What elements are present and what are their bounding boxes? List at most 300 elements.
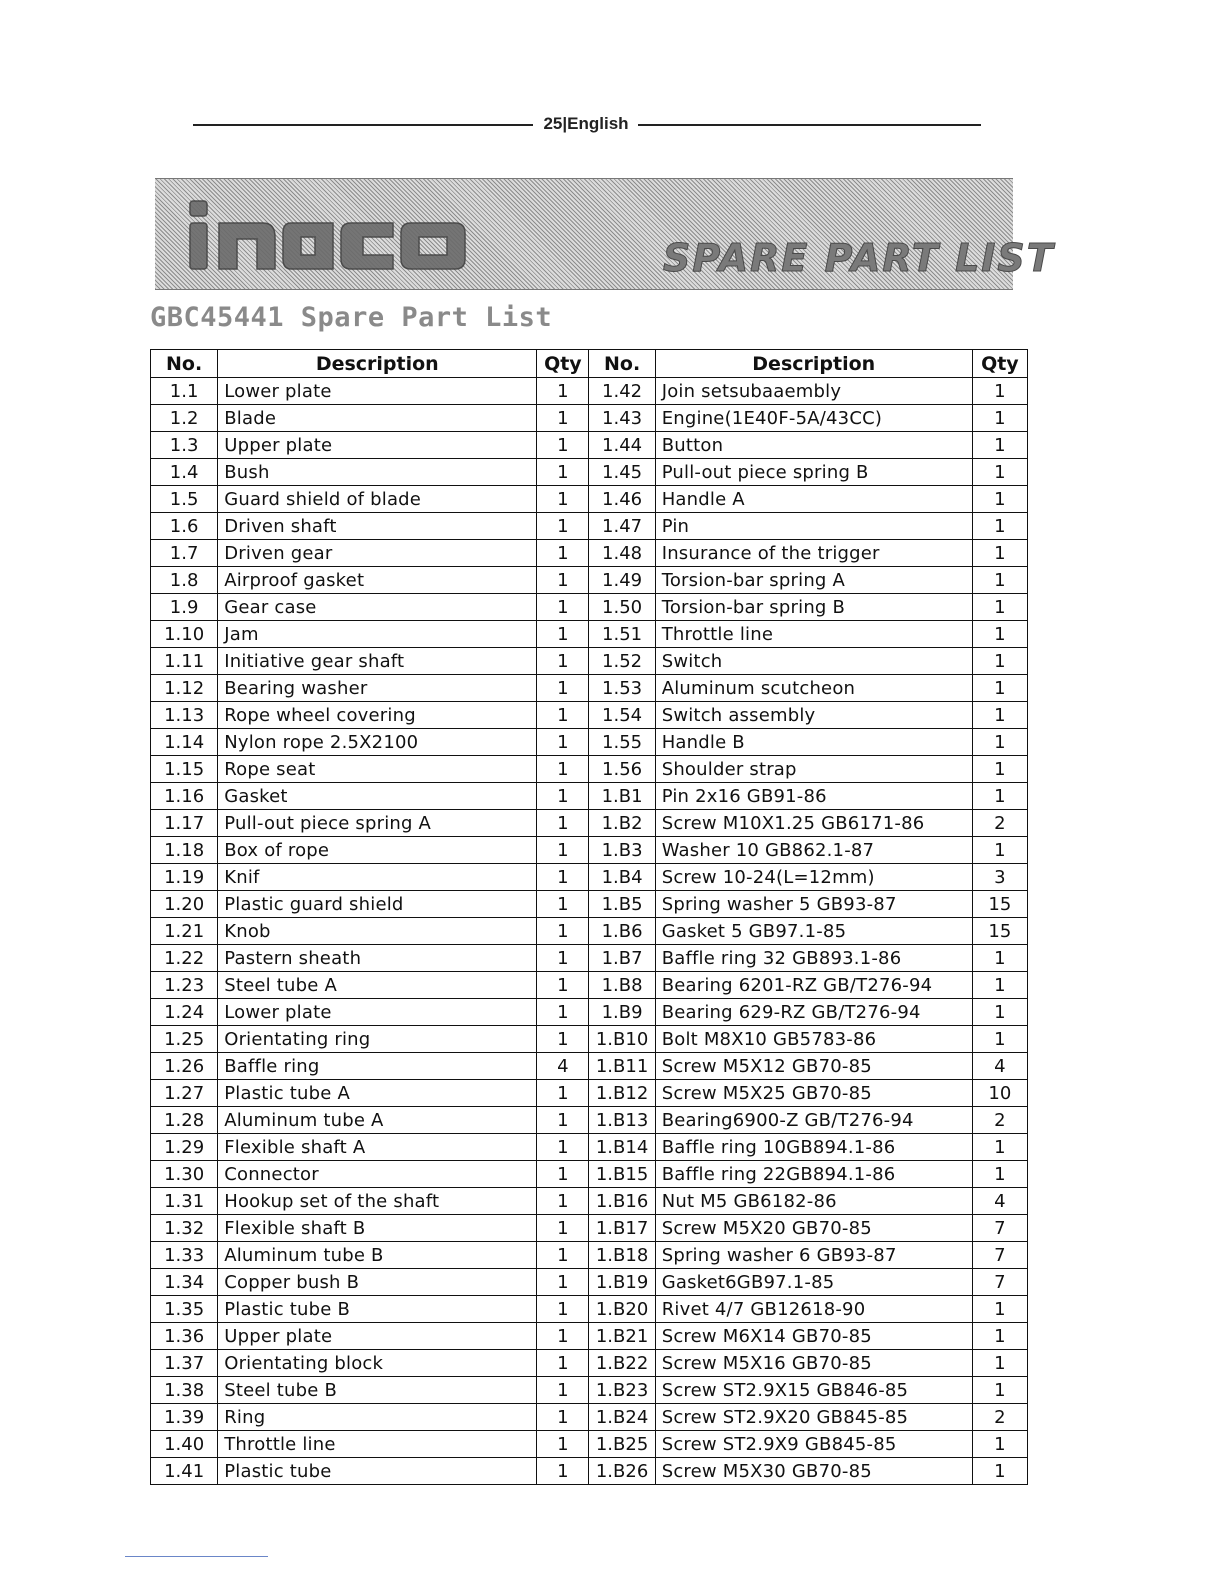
part-number: 1.34 <box>151 1269 218 1296</box>
part-number: 1.46 <box>589 486 655 513</box>
part-qty: 1 <box>537 1404 589 1431</box>
part-description: Screw ST2.9X15 GB846-85 <box>655 1377 972 1404</box>
part-description: Screw M5X12 GB70-85 <box>655 1053 972 1080</box>
table-row <box>151 459 1028 486</box>
part-description: Engine(1E40F-5A/43CC) <box>655 405 972 432</box>
table-row <box>151 1053 1028 1080</box>
part-description: Washer 10 GB862.1-87 <box>655 837 972 864</box>
table-row <box>151 1107 1028 1134</box>
part-qty: 1 <box>537 1296 589 1323</box>
part-qty: 1 <box>537 864 589 891</box>
header-no-right: No. <box>589 350 655 378</box>
part-description: Throttle line <box>218 1431 537 1458</box>
part-qty: 1 <box>537 1242 589 1269</box>
part-qty: 1 <box>972 648 1027 675</box>
part-qty: 1 <box>537 459 589 486</box>
part-qty: 1 <box>972 540 1027 567</box>
part-qty: 1 <box>972 702 1027 729</box>
part-number: 1.12 <box>151 675 218 702</box>
part-number: 1.B4 <box>589 864 655 891</box>
part-description: Steel tube A <box>218 972 537 999</box>
part-description: Aluminum scutcheon <box>655 675 972 702</box>
part-description: Handle A <box>655 486 972 513</box>
table-row <box>151 837 1028 864</box>
part-qty: 1 <box>537 486 589 513</box>
part-description: Lower plate <box>218 378 537 405</box>
part-qty: 1 <box>972 459 1027 486</box>
part-qty: 1 <box>537 1323 589 1350</box>
part-description: Torsion-bar spring B <box>655 594 972 621</box>
part-qty: 1 <box>537 540 589 567</box>
part-number: 1.18 <box>151 837 218 864</box>
part-number: 1.52 <box>589 648 655 675</box>
part-number: 1.21 <box>151 918 218 945</box>
part-description: Gasket6GB97.1-85 <box>655 1269 972 1296</box>
part-qty: 1 <box>972 513 1027 540</box>
part-number: 1.24 <box>151 999 218 1026</box>
part-qty: 1 <box>537 756 589 783</box>
part-number: 1.49 <box>589 567 655 594</box>
table-row <box>151 972 1028 999</box>
part-number: 1.40 <box>151 1431 218 1458</box>
part-number: 1.B24 <box>589 1404 655 1431</box>
part-description: Shoulder strap <box>655 756 972 783</box>
part-description: Driven shaft <box>218 513 537 540</box>
part-number: 1.32 <box>151 1215 218 1242</box>
part-description: Torsion-bar spring A <box>655 567 972 594</box>
brand-banner <box>155 178 1055 290</box>
part-description: Pull-out piece spring A <box>218 810 537 837</box>
part-description: Ring <box>218 1404 537 1431</box>
part-qty: 1 <box>537 729 589 756</box>
part-description: Button <box>655 432 972 459</box>
part-qty: 1 <box>537 432 589 459</box>
part-number: 1.38 <box>151 1377 218 1404</box>
part-qty: 7 <box>972 1215 1027 1242</box>
part-qty: 1 <box>537 648 589 675</box>
table-row <box>151 1269 1028 1296</box>
part-qty: 1 <box>537 837 589 864</box>
part-qty: 1 <box>972 1296 1027 1323</box>
part-qty: 1 <box>537 1026 589 1053</box>
part-description: Screw ST2.9X9 GB845-85 <box>655 1431 972 1458</box>
part-description: Screw M10X1.25 GB6171-86 <box>655 810 972 837</box>
part-number: 1.B3 <box>589 837 655 864</box>
part-description: Spring washer 6 GB93-87 <box>655 1242 972 1269</box>
part-qty: 1 <box>537 783 589 810</box>
table-row <box>151 1431 1028 1458</box>
table-row <box>151 1188 1028 1215</box>
part-number: 1.50 <box>589 594 655 621</box>
part-number: 1.B26 <box>589 1458 655 1485</box>
table-row <box>151 540 1028 567</box>
part-number: 1.B7 <box>589 945 655 972</box>
part-description: Flexible shaft B <box>218 1215 537 1242</box>
part-description: Screw M5X25 GB70-85 <box>655 1080 972 1107</box>
part-number: 1.B17 <box>589 1215 655 1242</box>
part-qty: 1 <box>972 1377 1027 1404</box>
table-row <box>151 1377 1028 1404</box>
part-number: 1.47 <box>589 513 655 540</box>
part-qty: 1 <box>537 1107 589 1134</box>
part-description: Blade <box>218 405 537 432</box>
part-qty: 7 <box>972 1269 1027 1296</box>
table-row <box>151 513 1028 540</box>
part-number: 1.51 <box>589 621 655 648</box>
part-qty: 1 <box>537 1080 589 1107</box>
part-number: 1.B12 <box>589 1080 655 1107</box>
part-description: Orientating ring <box>218 1026 537 1053</box>
part-description: Jam <box>218 621 537 648</box>
part-number: 1.B25 <box>589 1431 655 1458</box>
part-description: Aluminum tube A <box>218 1107 537 1134</box>
part-description: Rivet 4/7 GB12618-90 <box>655 1296 972 1323</box>
part-description: Driven gear <box>218 540 537 567</box>
part-description: Switch assembly <box>655 702 972 729</box>
part-number: 1.B22 <box>589 1350 655 1377</box>
part-qty: 7 <box>972 1242 1027 1269</box>
table-row <box>151 1161 1028 1188</box>
part-number: 1.55 <box>589 729 655 756</box>
part-qty: 1 <box>972 594 1027 621</box>
document-title: GBC45441 Spare Part List <box>150 302 553 333</box>
part-description: Handle B <box>655 729 972 756</box>
part-description: Upper plate <box>218 432 537 459</box>
part-number: 1.16 <box>151 783 218 810</box>
part-number: 1.2 <box>151 405 218 432</box>
table-row <box>151 1404 1028 1431</box>
part-number: 1.22 <box>151 945 218 972</box>
part-number: 1.33 <box>151 1242 218 1269</box>
part-description: Bearing 6201-RZ GB/T276-94 <box>655 972 972 999</box>
part-qty: 2 <box>972 1107 1027 1134</box>
part-number: 1.42 <box>589 378 655 405</box>
table-row <box>151 756 1028 783</box>
part-qty: 1 <box>537 1215 589 1242</box>
table-row <box>151 864 1028 891</box>
part-number: 1.53 <box>589 675 655 702</box>
page-number-label: 25|English <box>543 114 629 133</box>
spare-parts-table <box>150 349 1028 1485</box>
table-row <box>151 1134 1028 1161</box>
part-number: 1.48 <box>589 540 655 567</box>
part-number: 1.7 <box>151 540 218 567</box>
part-description: Copper bush B <box>218 1269 537 1296</box>
part-number: 1.B5 <box>589 891 655 918</box>
part-number: 1.B10 <box>589 1026 655 1053</box>
part-number: 1.5 <box>151 486 218 513</box>
part-qty: 1 <box>972 378 1027 405</box>
part-qty: 1 <box>537 972 589 999</box>
page-header <box>193 112 981 138</box>
part-qty: 1 <box>972 405 1027 432</box>
part-number: 1.B20 <box>589 1296 655 1323</box>
part-description: Nut M5 GB6182-86 <box>655 1188 972 1215</box>
part-qty: 2 <box>972 810 1027 837</box>
part-qty: 1 <box>537 567 589 594</box>
part-qty: 1 <box>537 1269 589 1296</box>
part-description: Gasket <box>218 783 537 810</box>
part-number: 1.27 <box>151 1080 218 1107</box>
part-qty: 3 <box>972 864 1027 891</box>
part-number: 1.6 <box>151 513 218 540</box>
part-number: 1.45 <box>589 459 655 486</box>
part-number: 1.10 <box>151 621 218 648</box>
part-qty: 1 <box>537 621 589 648</box>
table-row <box>151 999 1028 1026</box>
part-number: 1.B23 <box>589 1377 655 1404</box>
part-description: Baffle ring <box>218 1053 537 1080</box>
table-row <box>151 675 1028 702</box>
part-description: Screw M5X30 GB70-85 <box>655 1458 972 1485</box>
part-number: 1.35 <box>151 1296 218 1323</box>
part-description: Plastic tube B <box>218 1296 537 1323</box>
part-description: Bearing washer <box>218 675 537 702</box>
table-header-row <box>151 350 1028 378</box>
part-qty: 1 <box>537 702 589 729</box>
part-description: Guard shield of blade <box>218 486 537 513</box>
part-number: 1.B2 <box>589 810 655 837</box>
part-description: Plastic tube A <box>218 1080 537 1107</box>
part-qty: 1 <box>537 945 589 972</box>
part-number: 1.13 <box>151 702 218 729</box>
part-qty: 1 <box>972 756 1027 783</box>
part-description: Join setsubaaembly <box>655 378 972 405</box>
table-row <box>151 432 1028 459</box>
part-number: 1.1 <box>151 378 218 405</box>
part-qty: 1 <box>972 432 1027 459</box>
part-qty: 1 <box>537 1458 589 1485</box>
part-qty: 1 <box>537 891 589 918</box>
part-qty: 4 <box>537 1053 589 1080</box>
part-description: Rope seat <box>218 756 537 783</box>
part-description: Screw M5X16 GB70-85 <box>655 1350 972 1377</box>
part-number: 1.26 <box>151 1053 218 1080</box>
header-qty-left: Qty <box>537 350 589 378</box>
table-row <box>151 405 1028 432</box>
part-qty: 1 <box>972 1458 1027 1485</box>
part-qty: 1 <box>537 594 589 621</box>
table-row <box>151 1215 1028 1242</box>
part-description: Initiative gear shaft <box>218 648 537 675</box>
part-description: Screw 10-24(L=12mm) <box>655 864 972 891</box>
part-number: 1.28 <box>151 1107 218 1134</box>
part-qty: 1 <box>972 675 1027 702</box>
part-qty: 4 <box>972 1053 1027 1080</box>
part-qty: 1 <box>972 999 1027 1026</box>
part-number: 1.B13 <box>589 1107 655 1134</box>
part-description: Pin 2x16 GB91-86 <box>655 783 972 810</box>
part-qty: 1 <box>972 729 1027 756</box>
table-row <box>151 1242 1028 1269</box>
part-number: 1.17 <box>151 810 218 837</box>
part-number: 1.20 <box>151 891 218 918</box>
part-number: 1.B14 <box>589 1134 655 1161</box>
part-number: 1.37 <box>151 1350 218 1377</box>
table-row <box>151 1296 1028 1323</box>
part-qty: 1 <box>972 567 1027 594</box>
table-row <box>151 1350 1028 1377</box>
part-qty: 1 <box>972 1350 1027 1377</box>
part-description: Throttle line <box>655 621 972 648</box>
part-qty: 1 <box>537 675 589 702</box>
part-description: Airproof gasket <box>218 567 537 594</box>
part-description: Plastic guard shield <box>218 891 537 918</box>
header-description-right: Description <box>655 350 972 378</box>
part-description: Gear case <box>218 594 537 621</box>
part-description: Nylon rope 2.5X2100 <box>218 729 537 756</box>
part-number: 1.44 <box>589 432 655 459</box>
part-qty: 15 <box>972 891 1027 918</box>
part-number: 1.B15 <box>589 1161 655 1188</box>
part-qty: 1 <box>537 405 589 432</box>
part-number: 1.9 <box>151 594 218 621</box>
part-number: 1.B9 <box>589 999 655 1026</box>
part-description: Bearing6900-Z GB/T276-94 <box>655 1107 972 1134</box>
part-qty: 1 <box>972 1323 1027 1350</box>
part-number: 1.31 <box>151 1188 218 1215</box>
part-qty: 1 <box>537 378 589 405</box>
part-number: 1.3 <box>151 432 218 459</box>
part-qty: 1 <box>972 1134 1027 1161</box>
part-description: Hookup set of the shaft <box>218 1188 537 1215</box>
table-row <box>151 621 1028 648</box>
table-row <box>151 1323 1028 1350</box>
part-number: 1.23 <box>151 972 218 999</box>
part-number: 1.56 <box>589 756 655 783</box>
table-row <box>151 486 1028 513</box>
part-description: Screw M6X14 GB70-85 <box>655 1323 972 1350</box>
part-qty: 15 <box>972 918 1027 945</box>
part-qty: 1 <box>972 621 1027 648</box>
part-number: 1.43 <box>589 405 655 432</box>
part-qty: 1 <box>537 1188 589 1215</box>
part-qty: 1 <box>537 1431 589 1458</box>
part-qty: 10 <box>972 1080 1027 1107</box>
part-number: 1.B1 <box>589 783 655 810</box>
table-row <box>151 945 1028 972</box>
table-row <box>151 810 1028 837</box>
part-qty: 1 <box>537 918 589 945</box>
table-row <box>151 648 1028 675</box>
part-description: Pull-out piece spring B <box>655 459 972 486</box>
part-description: Upper plate <box>218 1323 537 1350</box>
part-qty: 1 <box>537 1350 589 1377</box>
table-row <box>151 783 1028 810</box>
part-number: 1.B8 <box>589 972 655 999</box>
part-description: Orientating block <box>218 1350 537 1377</box>
part-description: Pastern sheath <box>218 945 537 972</box>
part-qty: 1 <box>972 783 1027 810</box>
table-row <box>151 1080 1028 1107</box>
part-number: 1.15 <box>151 756 218 783</box>
part-qty: 1 <box>972 837 1027 864</box>
table-row <box>151 1026 1028 1053</box>
part-qty: 1 <box>537 513 589 540</box>
table-row <box>151 729 1028 756</box>
part-description: Flexible shaft A <box>218 1134 537 1161</box>
table-row <box>151 918 1028 945</box>
part-description: Connector <box>218 1161 537 1188</box>
part-qty: 1 <box>537 1134 589 1161</box>
table-row <box>151 891 1028 918</box>
part-qty: 1 <box>972 945 1027 972</box>
part-number: 1.B19 <box>589 1269 655 1296</box>
part-description: Knob <box>218 918 537 945</box>
part-qty: 4 <box>972 1188 1027 1215</box>
header-rule-right <box>638 124 981 126</box>
footer-rule <box>125 1556 268 1557</box>
part-number: 1.36 <box>151 1323 218 1350</box>
header-qty-right: Qty <box>972 350 1027 378</box>
part-description: Steel tube B <box>218 1377 537 1404</box>
part-description: Bush <box>218 459 537 486</box>
part-qty: 1 <box>537 1161 589 1188</box>
part-qty: 1 <box>972 486 1027 513</box>
part-number: 1.19 <box>151 864 218 891</box>
part-description: Bearing 629-RZ GB/T276-94 <box>655 999 972 1026</box>
part-description: Switch <box>655 648 972 675</box>
part-number: 1.14 <box>151 729 218 756</box>
header-description-left: Description <box>218 350 537 378</box>
part-number: 1.25 <box>151 1026 218 1053</box>
table-body <box>151 378 1028 1485</box>
part-number: 1.B16 <box>589 1188 655 1215</box>
part-number: 1.4 <box>151 459 218 486</box>
part-qty: 1 <box>972 1161 1027 1188</box>
part-number: 1.54 <box>589 702 655 729</box>
header-no-left: No. <box>151 350 218 378</box>
part-description: Rope wheel covering <box>218 702 537 729</box>
part-qty: 1 <box>972 1026 1027 1053</box>
header-rule-left <box>193 124 533 126</box>
part-number: 1.29 <box>151 1134 218 1161</box>
part-description: Plastic tube <box>218 1458 537 1485</box>
part-number: 1.39 <box>151 1404 218 1431</box>
part-number: 1.B21 <box>589 1323 655 1350</box>
part-description: Knif <box>218 864 537 891</box>
part-description: Insurance of the trigger <box>655 540 972 567</box>
table-row <box>151 567 1028 594</box>
part-number: 1.8 <box>151 567 218 594</box>
part-description: Pin <box>655 513 972 540</box>
part-qty: 2 <box>972 1404 1027 1431</box>
part-number: 1.30 <box>151 1161 218 1188</box>
part-qty: 1 <box>537 999 589 1026</box>
table-row <box>151 378 1028 405</box>
table-row <box>151 702 1028 729</box>
part-qty: 1 <box>972 1431 1027 1458</box>
part-description: Screw ST2.9X20 GB845-85 <box>655 1404 972 1431</box>
part-description: Box of rope <box>218 837 537 864</box>
table-row <box>151 1458 1028 1485</box>
part-number: 1.11 <box>151 648 218 675</box>
brand-logo <box>155 179 1055 289</box>
part-description: Aluminum tube B <box>218 1242 537 1269</box>
part-description: Spring washer 5 GB93-87 <box>655 891 972 918</box>
table-row <box>151 594 1028 621</box>
part-number: 1.B18 <box>589 1242 655 1269</box>
part-description: Baffle ring 22GB894.1-86 <box>655 1161 972 1188</box>
part-qty: 1 <box>537 810 589 837</box>
part-qty: 1 <box>537 1377 589 1404</box>
part-description: Lower plate <box>218 999 537 1026</box>
part-number: 1.B11 <box>589 1053 655 1080</box>
part-number: 1.41 <box>151 1458 218 1485</box>
part-description: Gasket 5 GB97.1-85 <box>655 918 972 945</box>
part-description: Bolt M8X10 GB5783-86 <box>655 1026 972 1053</box>
part-number: 1.B6 <box>589 918 655 945</box>
